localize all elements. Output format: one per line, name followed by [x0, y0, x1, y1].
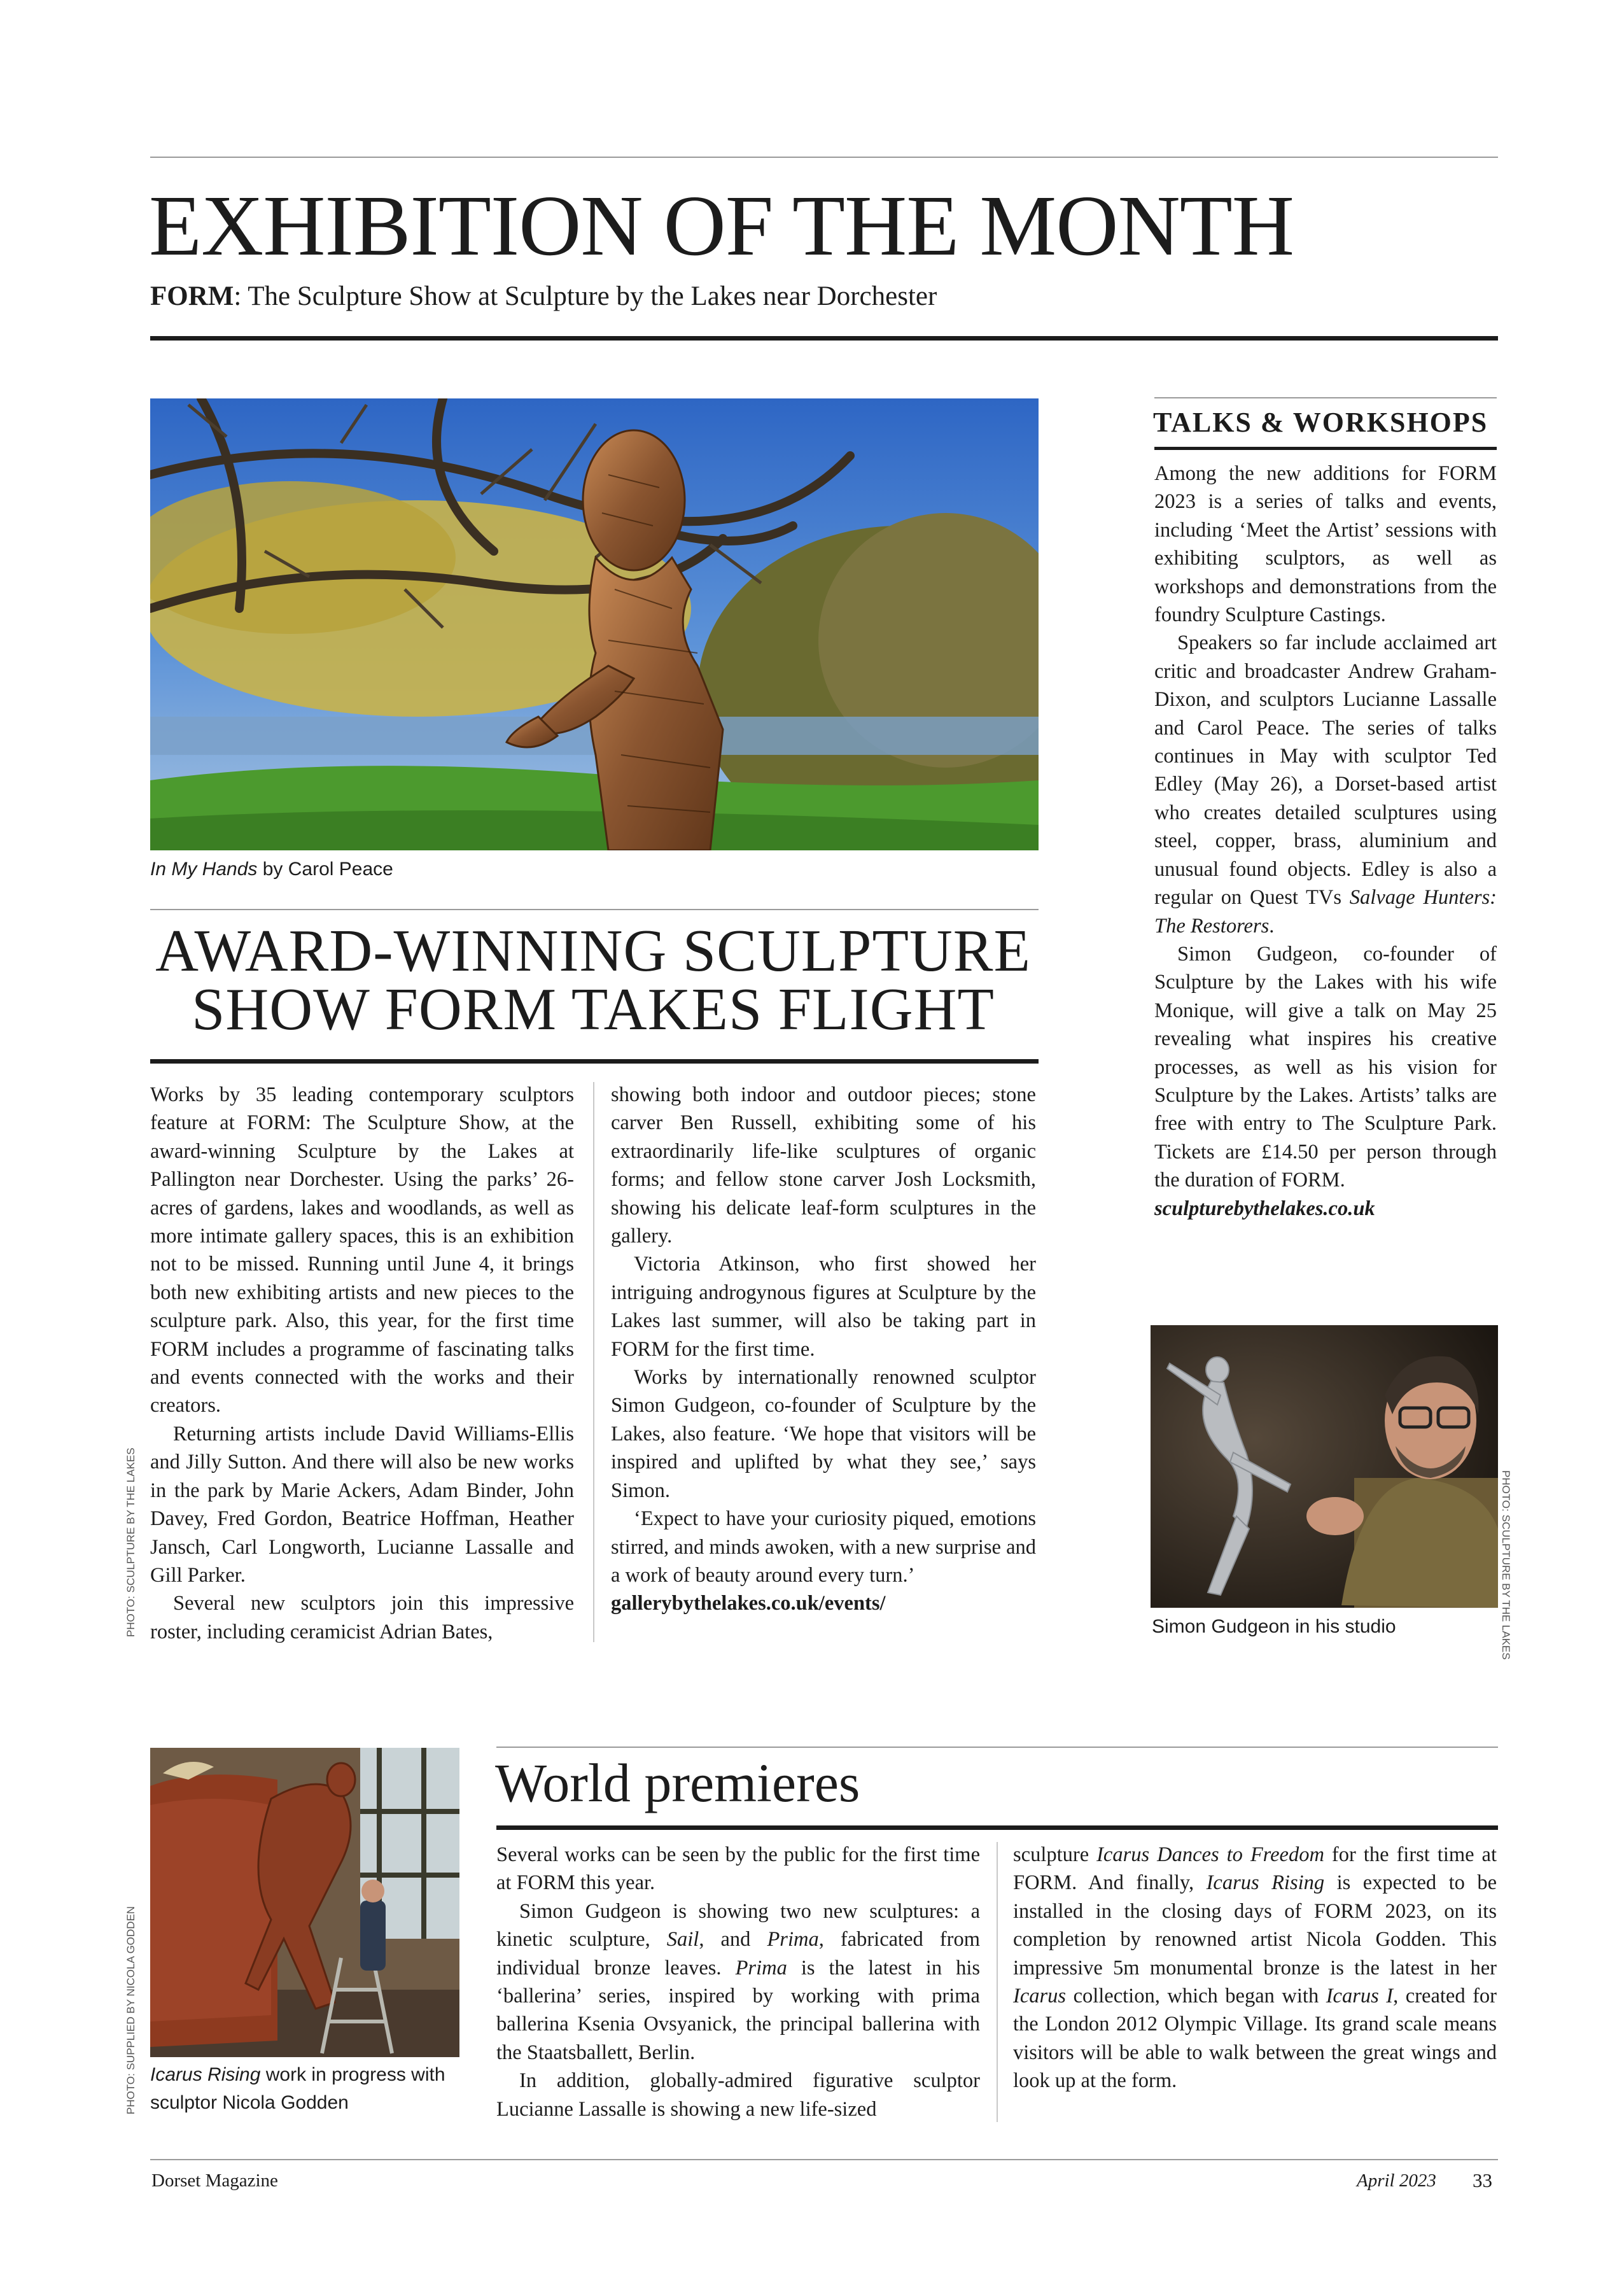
hero-caption [150, 855, 393, 883]
sidebar-heading-rule [1154, 447, 1497, 450]
sidebar-p2-text: Speakers so far include acclaimed art critic and broadcaster Andrew Graham-Dixon, and sculptors Lucianne Lassalle and Carol Peace. The series of talks continues in May with sculptor Ted Edley (May 26), a Dorset-based artist who creates detailed sculptures using steel, copper, brass, aluminium and unusual found objects. Edley is also a regular on Quest TVs [1154, 631, 1497, 910]
sidebar-paragraph: Simon Gudgeon, co-founder of Sculpture by the Lakes with his wife Monique, will give a talk on May 25 revealing what inspires his creative processes, as well as his vision for Sculpture by the Lakes. Artists’ talks are free with entry to The Sculpture Park. Tickets are £14.50 per person through the duration of FORM. [1154, 942, 1497, 1192]
article-paragraph: Several new sculptors join this impressive roster, including ceramicist Adrian Bates, [150, 1592, 574, 1643]
premieres-rule [496, 1825, 1498, 1830]
work-title-icarus-i: Icarus I [1326, 1985, 1394, 2008]
article-headline [149, 918, 1037, 1043]
premieres-text: for the first time at FORM. And finally, [1013, 1843, 1497, 1895]
premieres-column-2 [1013, 1841, 1497, 2095]
sidebar-top-rule [1154, 397, 1497, 398]
hero-caption-artist: by Carol Peace [257, 859, 393, 880]
column-divider [997, 1842, 998, 2122]
sculpture-park-link[interactable]: sculpturebythelakes.co.uk [1154, 1197, 1375, 1220]
hero-photo-credit: PHOTO: SCULPTURE BY THE LAKES [125, 1447, 137, 1637]
work-title-icarus: Icarus [1013, 1985, 1067, 2008]
article-paragraph: ‘Expect to have your curiosity piqued, emotions stirred, and minds awoken, with a new surprise and a work of beauty around every turn.’ [611, 1507, 1036, 1587]
work-title-prima: Prima [767, 1928, 819, 1951]
icarus-photo [150, 1748, 459, 2057]
work-title-prima: Prima [735, 1956, 787, 1979]
premieres-text: , created for the London 2012 Olympic Village. Its grand scale means visitors will be able to walk between the great wings and look up at the form. [1013, 1985, 1497, 2093]
column-divider [593, 1082, 594, 1642]
premieres-text: is the latest in his ‘ballerina’ series, inspired by working with prima ballerina Ksenia Ovsyanick, the principal ballerina with the Staatsballett, Berlin. [496, 1956, 980, 2064]
article-column-2 [611, 1081, 1036, 1618]
magazine-name: Dorset Magazine [151, 2170, 278, 2191]
sidebar-paragraph: Among the new additions for FORM 2023 is a series of talks and events, including ‘Meet the Artist’ sessions with exhibiting sculptors, as well as workshops and demonstrations from the foundry Sculpture Castings. [1154, 462, 1497, 627]
premieres-text: , and [699, 1928, 767, 1951]
sidebar-p2-end: . [1269, 914, 1275, 938]
article-paragraph: Returning artists include David Williams-Ellis and Jilly Sutton. And there will also be new works in the park by Marie Ackers, Adam Binder, John Davey, Fred Gordon, Beatrice Hoffman, Heather Jansch, Carl Longworth, Lucianne Lassalle and Gill Parker. [150, 1422, 574, 1587]
icarus-caption-text: work in progress with sculptor Nicola Godden [150, 2064, 445, 2113]
icarus-photo-credit: PHOTO: SUPPLIED BY NICOLA GODDEN [125, 1906, 137, 2114]
premieres-text: collection, which began with [1066, 1985, 1326, 2008]
premieres-text: sculpture [1013, 1843, 1097, 1866]
subtitle-text: : The Sculpture Show at Sculpture by the Lakes near Dorchester [234, 281, 937, 311]
icarus-caption [150, 2061, 468, 2117]
show-title: Salvage Hunters: The Restorers [1154, 886, 1497, 938]
subtitle-bold: FORM [150, 281, 234, 311]
events-link[interactable]: gallerybythelakes.co.uk/events/ [611, 1592, 886, 1615]
gudgeon-caption: Simon Gudgeon in his studio [1152, 1616, 1396, 1637]
sidebar-paragraph [1154, 629, 1497, 939]
work-title-sail: Sail [666, 1928, 699, 1951]
hero-caption-title: In My Hands [150, 859, 258, 880]
icarus-caption-title: Icarus Rising [150, 2064, 261, 2085]
gudgeon-photo-art [1151, 1325, 1498, 1608]
sidebar-heading: TALKS & WORKSHOPS [1153, 407, 1488, 438]
footer-rule [150, 2159, 1498, 2160]
headline-line-2: SHOW FORM TAKES FLIGHT [192, 976, 995, 1043]
article-paragraph: showing both indoor and outdoor pieces; stone carver Ben Russell, exhibiting some of his extraordinarily life-like sculptures of organic forms; and fellow stone carver Josh Locksmith, showing his delicate leaf-form sculptures in the gallery. [611, 1083, 1036, 1248]
premieres-paragraph [1013, 1841, 1497, 2095]
gudgeon-photo-credit: PHOTO: SCULPTURE BY THE LAKES [1500, 1470, 1512, 1660]
hero-photo-art [150, 398, 1039, 850]
hero-photo [150, 398, 1039, 850]
page-number: 33 [1473, 2169, 1492, 2191]
top-rule [150, 157, 1498, 158]
icarus-photo-art [150, 1748, 459, 2057]
premieres-text: is expected to be installed in the closing days of FORM 2023, on its completion by renowned artist Nicola Godden. This impressive 5m monumental bronze is the latest in her [1013, 1871, 1497, 1979]
issue-date: April 2023 [1357, 2170, 1436, 2191]
premieres-text: Simon Gudgeon is showing two new sculptures: a kinetic sculpture, [496, 1899, 980, 1951]
premieres-paragraph [496, 1897, 980, 2067]
premieres-paragraph: In addition, globally-admired figurative sculptor Lucianne Lassalle is showing a new life-sized [496, 2069, 980, 2121]
premieres-text: , fabricated from individual bronze leaves. [496, 1928, 980, 1979]
header-rule [150, 336, 1498, 341]
work-title-icarus-dances: Icarus Dances to Freedom [1096, 1843, 1324, 1866]
article-paragraph: Works by internationally renowned sculptor Simon Gudgeon, co-founder of Sculpture by the Lakes, also feature. ‘We hope that visitors will be inspired and uplifted by what they see,’ says Simon. [611, 1366, 1036, 1502]
page-title: EXHIBITION OF THE MONTH [149, 178, 1294, 274]
work-title-icarus-rising: Icarus Rising [1206, 1871, 1325, 1895]
premieres-paragraph: Several works can be seen by the public for the first time at FORM this year. [496, 1843, 980, 1895]
gudgeon-photo [1151, 1325, 1498, 1608]
article-paragraph: Works by 35 leading contemporary sculptors feature at FORM: The Sculpture Show, at the award-winning Sculpture by the Lakes at Pallington near Dorchester. Using the parks’ 26-acres of gardens, lakes and woodlands, as well as more intimate gallery spaces, this is an exhibition not to be missed. Running until June 4, it brings both new exhibiting artists and new pieces to the sculpture park. Also, this year, for the first time FORM includes a programme of fascinating talks and events connected with the works and their creators. [150, 1083, 574, 1417]
headline-line-1: AWARD-WINNING SCULPTURE [155, 918, 1031, 984]
premieres-title: World premieres [495, 1752, 860, 1813]
headline-rule [150, 1059, 1039, 1064]
page-subtitle [150, 279, 937, 314]
article-top-rule [150, 909, 1039, 910]
article-paragraph: Victoria Atkinson, who first showed her intriguing androgynous figures at Sculpture by the Lakes last summer, will also be taking part in FORM for the first time. [611, 1253, 1036, 1361]
article-column-1 [150, 1081, 574, 1646]
sidebar-body [1154, 460, 1497, 1223]
premieres-column-1 [496, 1841, 980, 2123]
